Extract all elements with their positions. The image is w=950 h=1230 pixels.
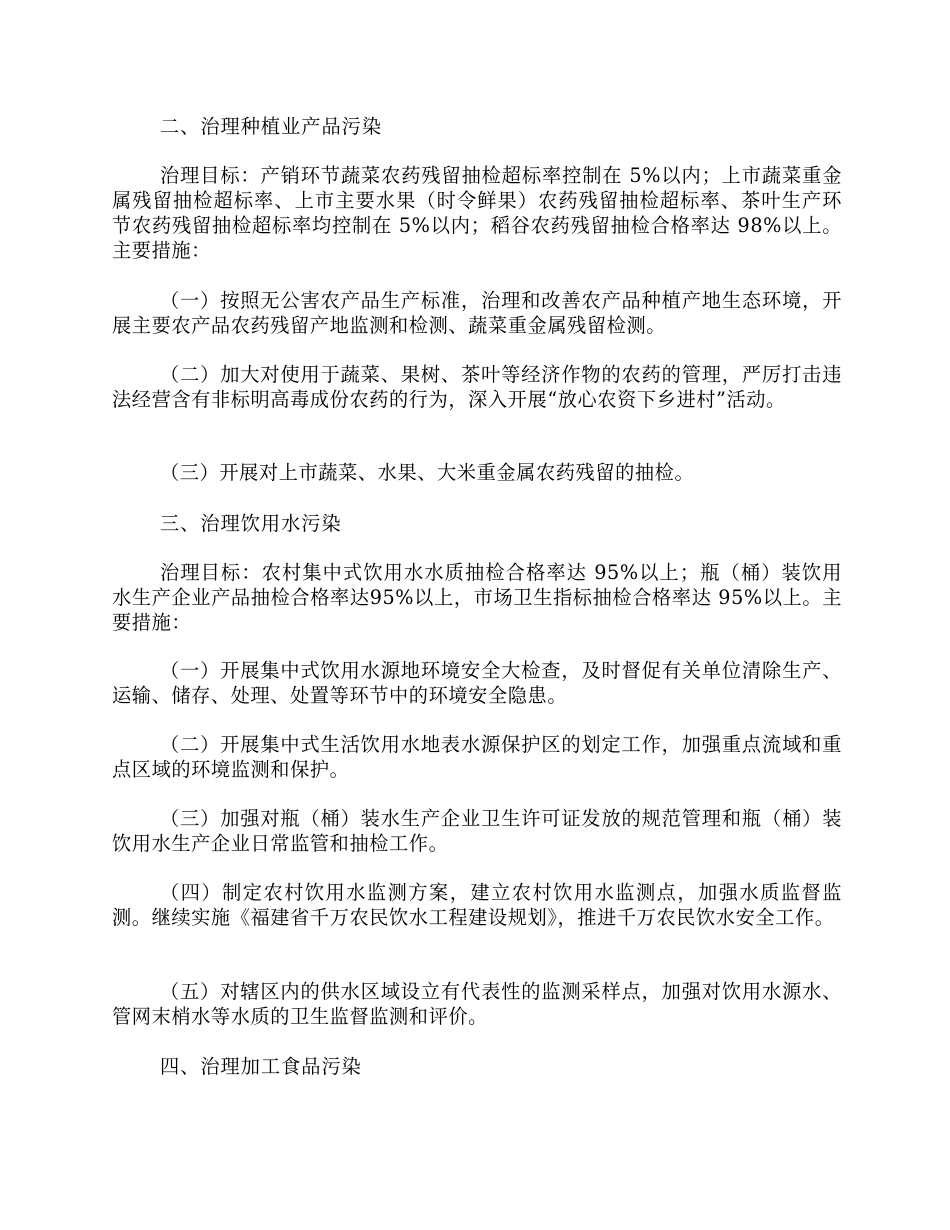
- section-heading-3: 三、治理饮用水污染: [160, 512, 342, 535]
- section-3-goal: 治理目标：农村集中式饮用水水质抽检合格率达 95%以上；瓶（桶）装饮用水生产企业产品抽检合格率达95%以上，市场卫生指标抽检合格率达 95%以上。主要措施：: [112, 561, 842, 634]
- section-3-measure-5: （五）对辖区内的供水区域设立有代表性的监测采样点，加强对饮用水源水、管网末梢水等水质的卫生监督监测和评价。: [112, 980, 842, 1028]
- section-heading-4: 四、治理加工食品污染: [160, 1055, 362, 1078]
- section-3-measure-3: （三）加强对瓶（桶）装水生产企业卫生许可证发放的规范管理和瓶（桶）装饮用水生产企业日常监管和抽检工作。: [112, 807, 842, 855]
- section-3-measure-1: （一）开展集中式饮用水源地环境安全大检查，及时督促有关单位清除生产、运输、储存、处理、处置等环节中的环境安全隐患。: [112, 659, 842, 707]
- section-2-goal: 治理目标：产销环节蔬菜农药残留抽检超标率控制在 5%以内；上市蔬菜重金属残留抽检超标率、上市主要水果（时令鲜果）农药残留抽检超标率、茶叶生产环节农药残留抽检超标率均控制在 5%以内；稻谷农药残留抽检合格率达 98%以上。主要措施：: [112, 164, 842, 262]
- section-3-measure-2: （二）开展集中式生活饮用水地表水源保护区的划定工作，加强重点流域和重点区域的环境监测和保护。: [112, 733, 842, 781]
- section-heading-2: 二、治理种植业产品污染: [160, 115, 383, 138]
- section-2-measure-1: （一）按照无公害农产品生产标准，治理和改善农产品种植产地生态环境，开展主要农产品农药残留产地监测和检测、蔬菜重金属残留检测。: [112, 289, 842, 337]
- section-2-measure-2: （二）加大对使用于蔬菜、果树、茶叶等经济作物的农药的管理，严厉打击违法经营含有非标明高毒成份农药的行为，深入开展“放心农资下乡进村”活动。: [112, 363, 842, 411]
- section-2-measure-3: （三）开展对上市蔬菜、水果、大米重金属农药残留的抽检。: [160, 461, 695, 484]
- section-3-measure-4: （四）制定农村饮用水监测方案，建立农村饮用水监测点，加强水质监督监测。继续实施《福建省千万农民饮水工程建设规划》，推进千万农民饮水安全工作。: [112, 881, 842, 929]
